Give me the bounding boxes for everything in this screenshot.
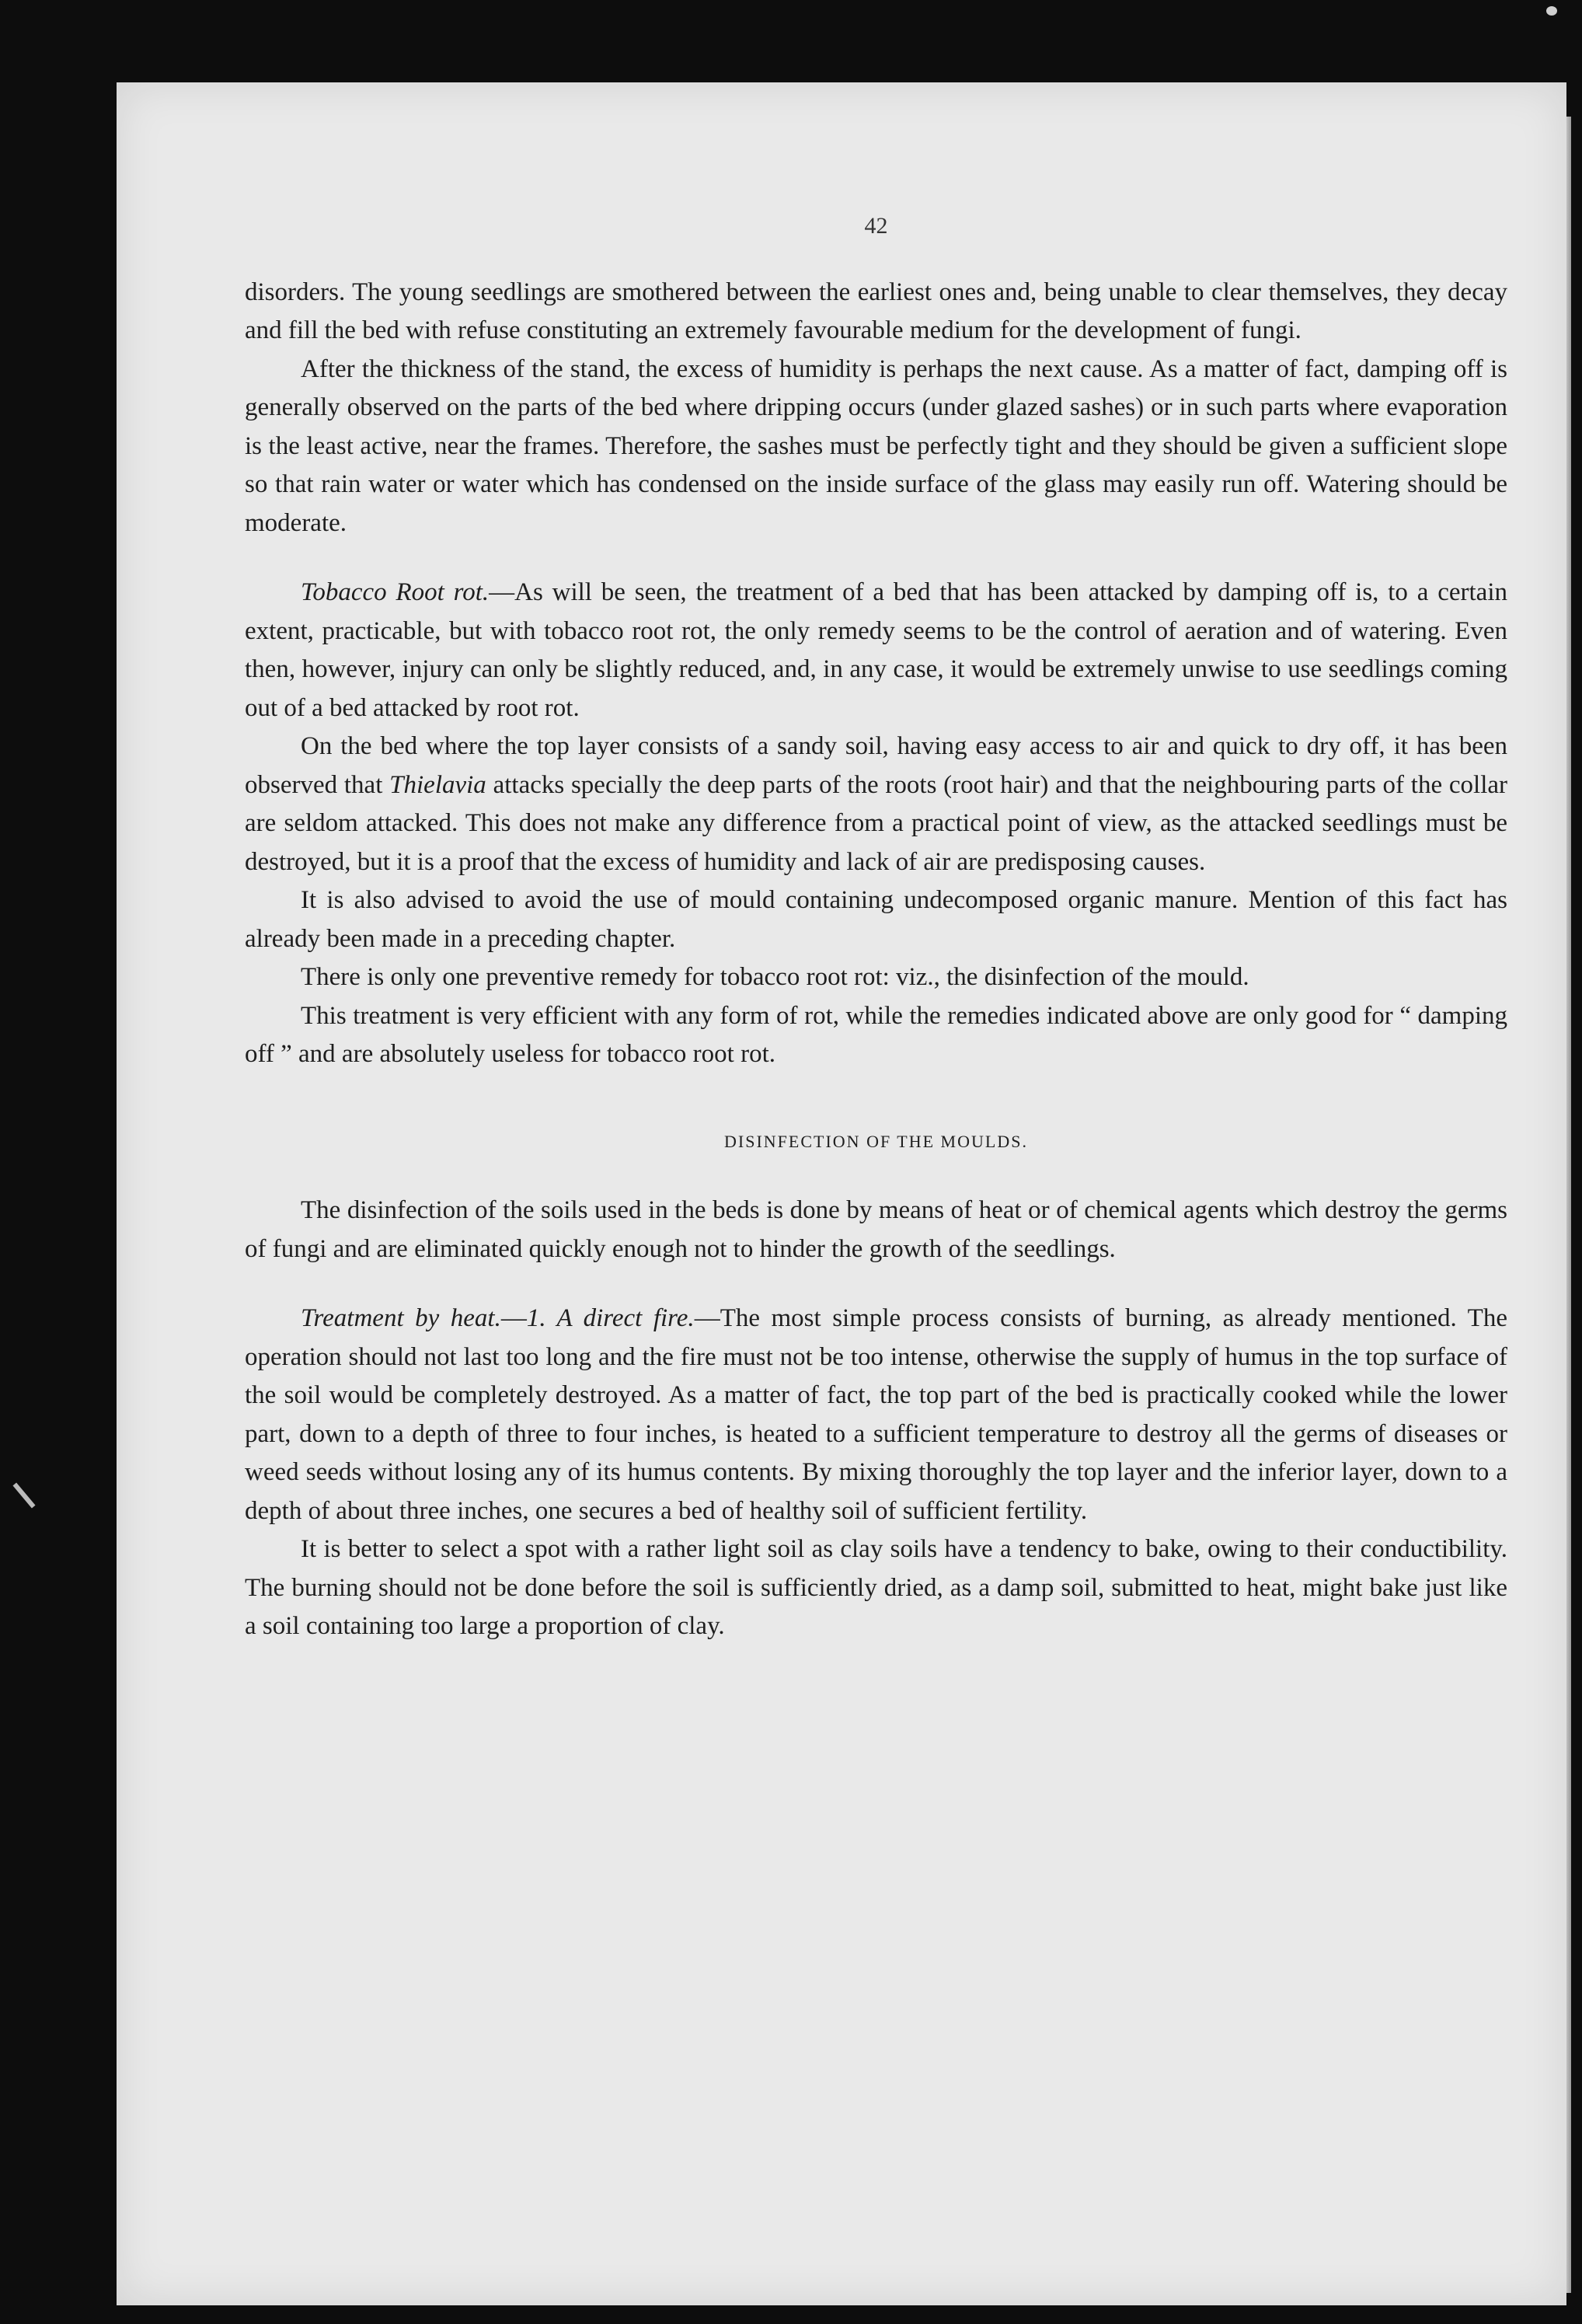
- paragraph-disinfection-intro: The disinfection of the soils used in the beds is done by means of heat or of chemical agents which destroy the germs of fungi and are eliminated quickly enough not to hinder the growth of the seedlings.: [245, 1196, 1507, 1263]
- heat-text: —The most simple process consists of burning, as already mentioned. The operation should not last too long and the fire must not be too intense, otherwise the supply of humus in the top surface of the soil would be completely destroyed. As a matter of fact, the top part of the bed is practically cooked while the lower part, down to a depth of three to four inches, is heated to a sufficient temperature to destroy all the germs of diseases or weed seeds without losing any of its humus contents. By mixing thoroughly the top layer and the inferior layer, down to a depth of about three inches, one secures a bed of healthy soil of sufficient fertility.: [245, 1304, 1507, 1525]
- page-content: [245, 207, 1507, 1646]
- paragraph-sandy-soil: [245, 728, 1507, 881]
- root-rot-text: —As will be seen, the treatment of a bed that has been attacked by damping off is, to a certain extent, practicable, but with tobacco root rot, the only remedy seems to be the control of aeration and of watering. Even then, however, injury can only be slightly reduced, and, in any case, it would be extremely unwise to use seedlings coming out of a bed attacked by root rot.: [245, 578, 1507, 722]
- scan-mark: [12, 1483, 35, 1509]
- root-rot-heading: Tobacco Root rot.: [301, 578, 490, 606]
- document-page: [117, 82, 1566, 2305]
- heat-heading: Treatment by heat.: [301, 1304, 501, 1332]
- paragraph-treatment-efficient: This treatment is very efficient with any form of rot, while the remedies indicated above are only good for “ damping off ” and are absolutely useless for tobacco root rot.: [245, 1001, 1507, 1068]
- thielavia-term: Thielavia: [389, 770, 486, 799]
- paragraph-manure: It is also advised to avoid the use of mould containing undecomposed organic manure. Mention of this fact has already been made in a preceding chapter.: [245, 886, 1507, 953]
- paragraph-disorders: disorders. The young seedlings are smothered between the earliest ones and, being unable to clear themselves, they decay and fill the bed with refuse constituting an extremely favourable medium for the development of fungi.: [245, 277, 1507, 344]
- scan-mark: [1546, 6, 1557, 16]
- page-number: 42: [864, 213, 888, 239]
- paragraph-root-rot: [245, 574, 1507, 728]
- direct-fire-subheading: 1. A direct fire.: [526, 1304, 695, 1332]
- sandy-soil-text-end: attacks specially the deep parts of the roots (root hair) and that the neighbouring parts of the collar are seldom attacked. This does not make any difference from a practical point of view, as the attacked seedlings must be destroyed, but it is a proof that the excess of humidity and lack of air are predisposing causes.: [245, 770, 1508, 876]
- paragraph-light-soil: It is better to select a spot with a rather light soil as clay soils have a tendency to bake, owing to their conductibility. The burning should not be done before the soil is sufficiently dried, as a damp soil, submitted to heat, might bake just like a soil containing too large a proportion of clay.: [245, 1535, 1507, 1640]
- heat-dash: —: [500, 1304, 527, 1332]
- paragraph-preventive-remedy: There is only one preventive remedy for tobacco root rot: viz., the disinfection of the mould.: [301, 963, 1249, 991]
- sandy-soil-text-start: On the bed where the top layer consists of a sandy soil, having easy access to air and quick to dry off, it has been observed that: [245, 732, 1507, 799]
- section-title: DISINFECTION OF THE MOULDS.: [724, 1131, 1028, 1151]
- paragraph-treatment-heat: [245, 1300, 1507, 1530]
- paragraph-humidity: After the thickness of the stand, the excess of humidity is perhaps the next cause. As a matter of fact, damping off is generally observed on the parts of the bed where dripping occurs (under glazed sashes) or in such parts where evaporation is the least active, near the frames. Therefore, the sashes must be perfectly tight and they should be given a sufficient slope so that rain water or water which has condensed on the inside surface of the glass may easily run off. Watering should be moderate.: [245, 354, 1507, 537]
